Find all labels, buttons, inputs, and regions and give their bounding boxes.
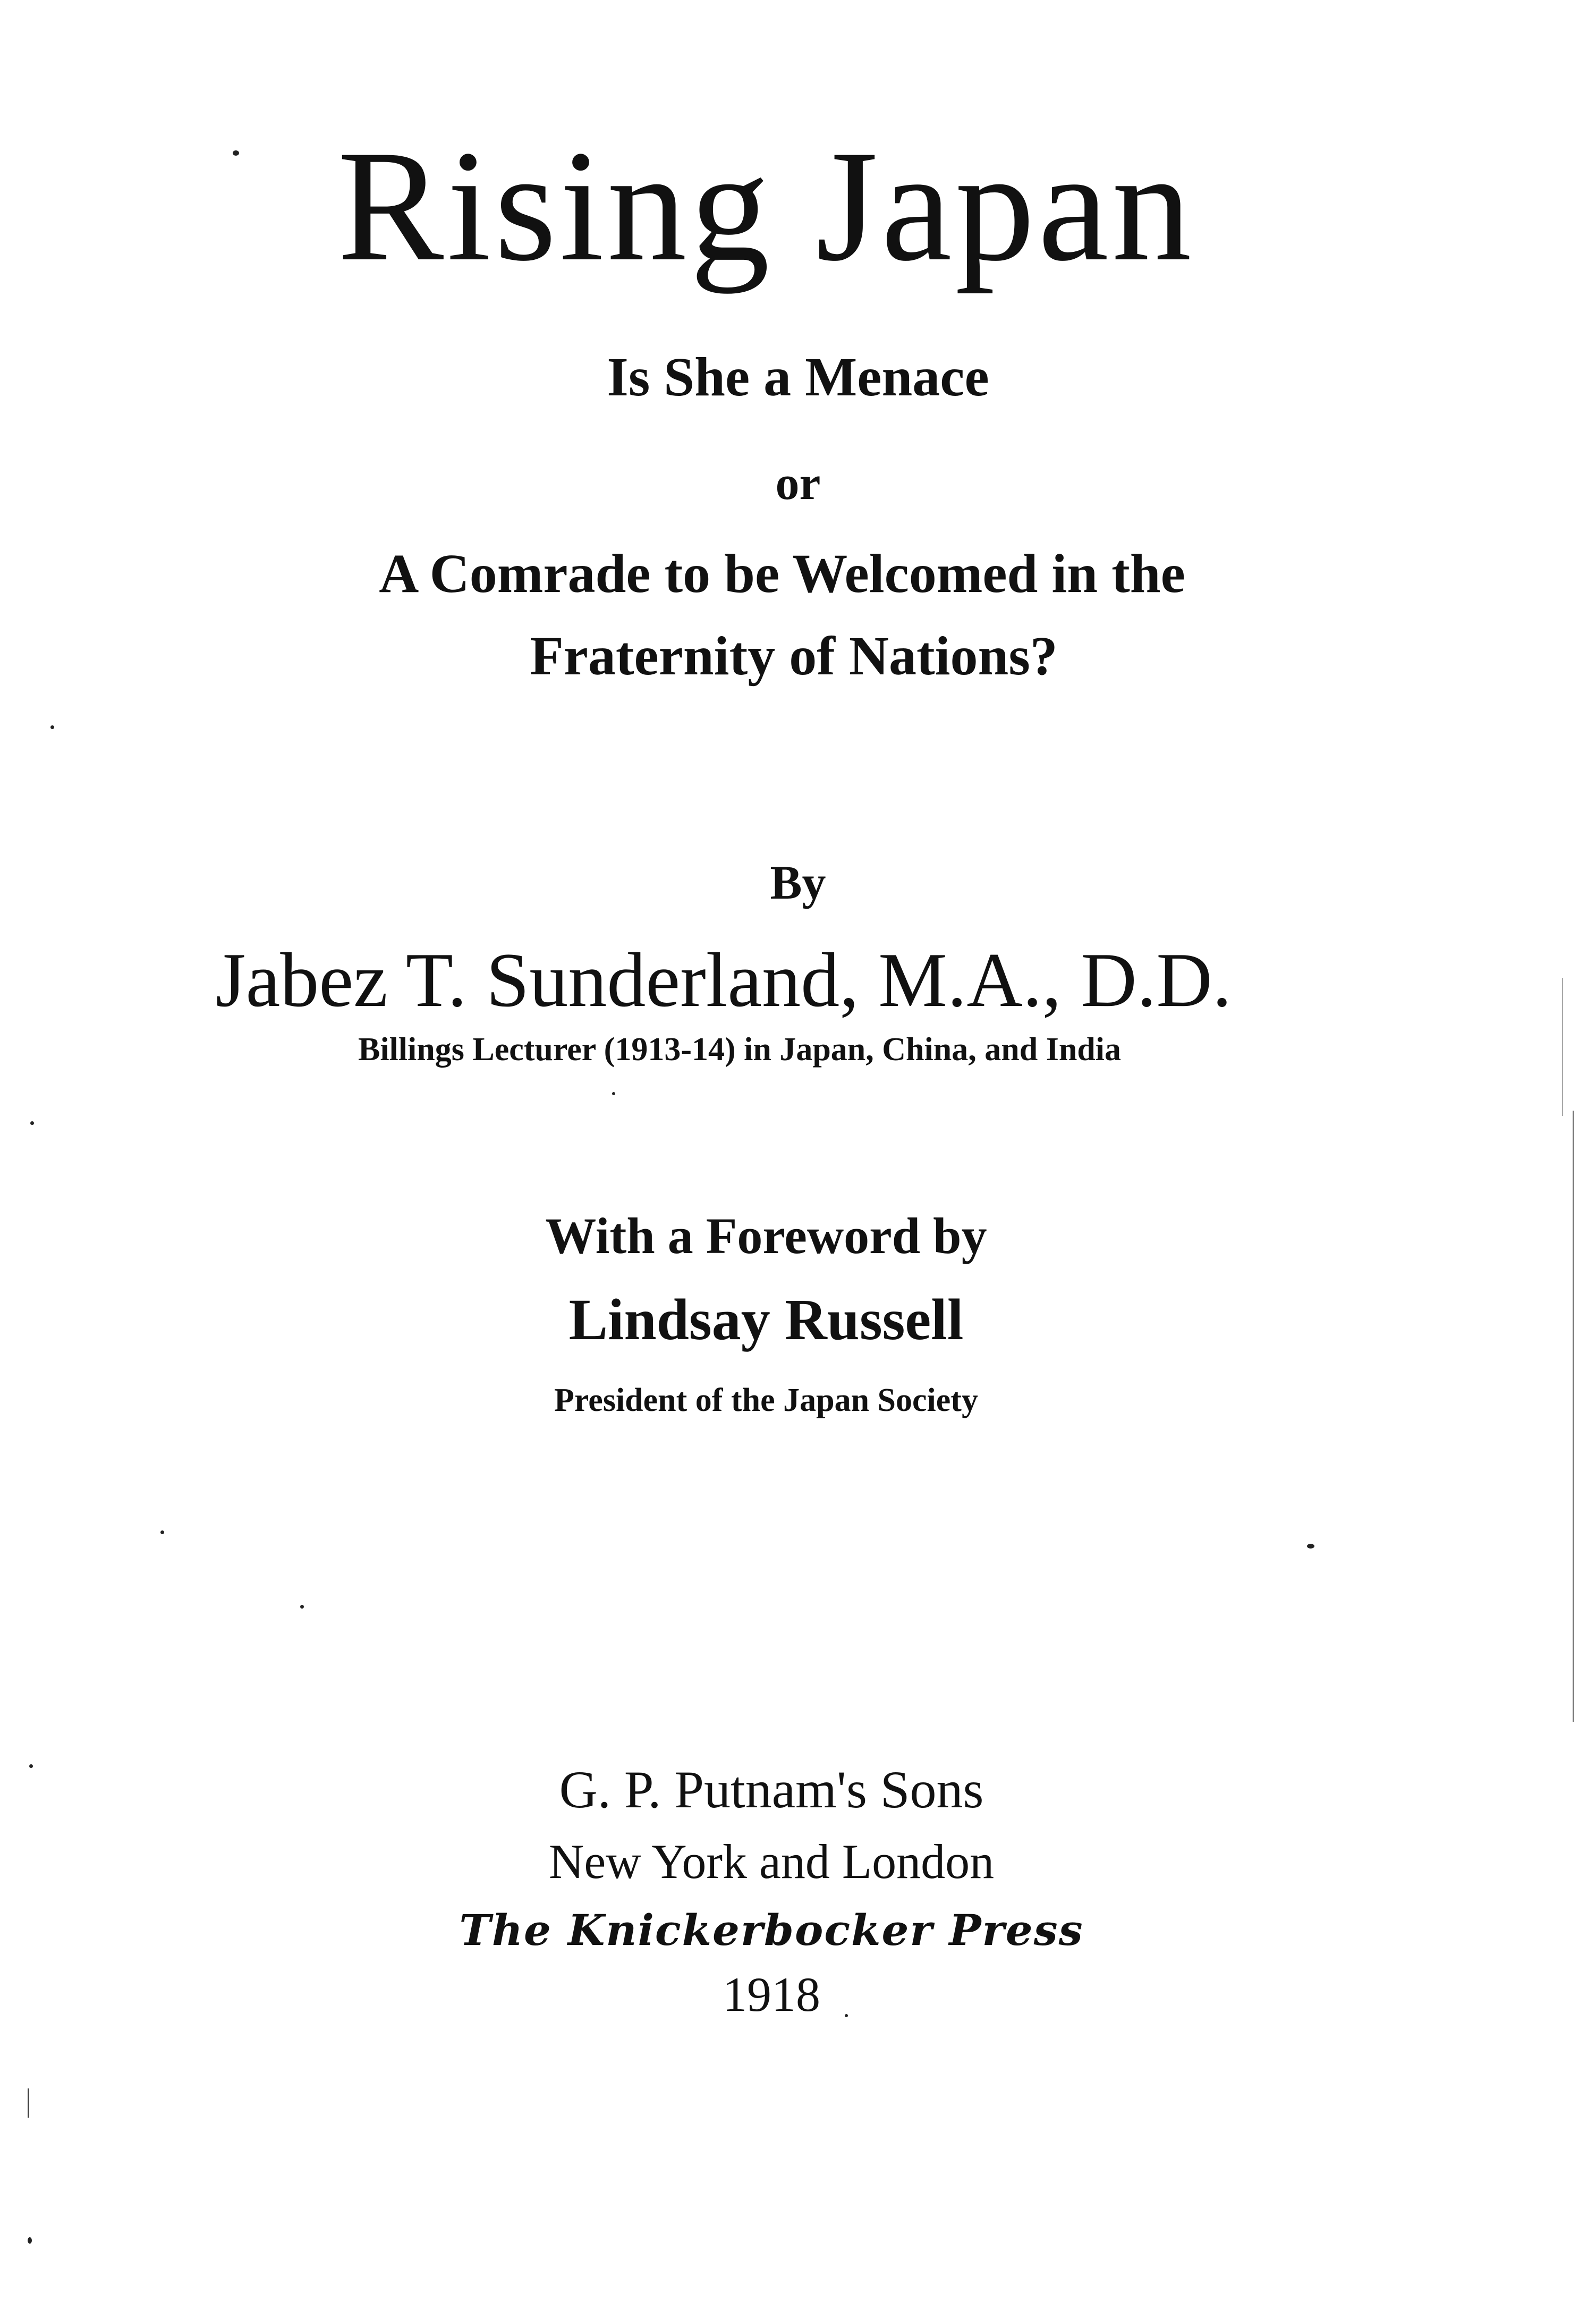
- subtitle-line-3: A Comrade to be Welcomed in the: [379, 543, 1185, 604]
- scan-speck: [233, 150, 239, 156]
- author-name: Jabez T. Sunderland, M.A., D.D.: [215, 937, 1232, 1023]
- scan-edge-line: [1573, 1111, 1574, 1722]
- subtitle-line-4: Fraternity of Nations?: [530, 625, 1058, 687]
- scan-speck: [160, 1530, 164, 1534]
- scan-edge-line: [1562, 978, 1563, 1116]
- scan-speck: [28, 2237, 32, 2244]
- publisher-places: New York and London: [548, 1834, 995, 1889]
- foreword-author-role: President of the Japan Society: [554, 1382, 978, 1418]
- publication-year: 1918: [723, 1967, 820, 2021]
- scan-speck: [845, 2014, 848, 2017]
- book-title: Rising Japan: [337, 117, 1195, 294]
- foreword-label: With a Foreword by: [545, 1207, 987, 1264]
- subtitle-line-2: or: [775, 457, 821, 510]
- subtitle-line-1: Is She a Menace: [607, 346, 989, 408]
- publisher-press: The Knickerbocker Press: [459, 1905, 1084, 1955]
- scan-speck: [50, 725, 54, 729]
- publisher-name: G. P. Putnam's Sons: [559, 1760, 984, 1819]
- scan-speck: [29, 1764, 33, 1768]
- by-label: By: [770, 857, 826, 909]
- scan-speck: [300, 1605, 304, 1609]
- foreword-author: Lindsay Russell: [568, 1287, 964, 1352]
- scan-speck: [1307, 1544, 1314, 1549]
- scan-speck: [30, 1121, 34, 1125]
- scan-speck: [612, 1092, 615, 1095]
- scan-edge-mark: [28, 2088, 29, 2118]
- author-note: Billings Lecturer (1913-14) in Japan, China, and India: [358, 1031, 1122, 1068]
